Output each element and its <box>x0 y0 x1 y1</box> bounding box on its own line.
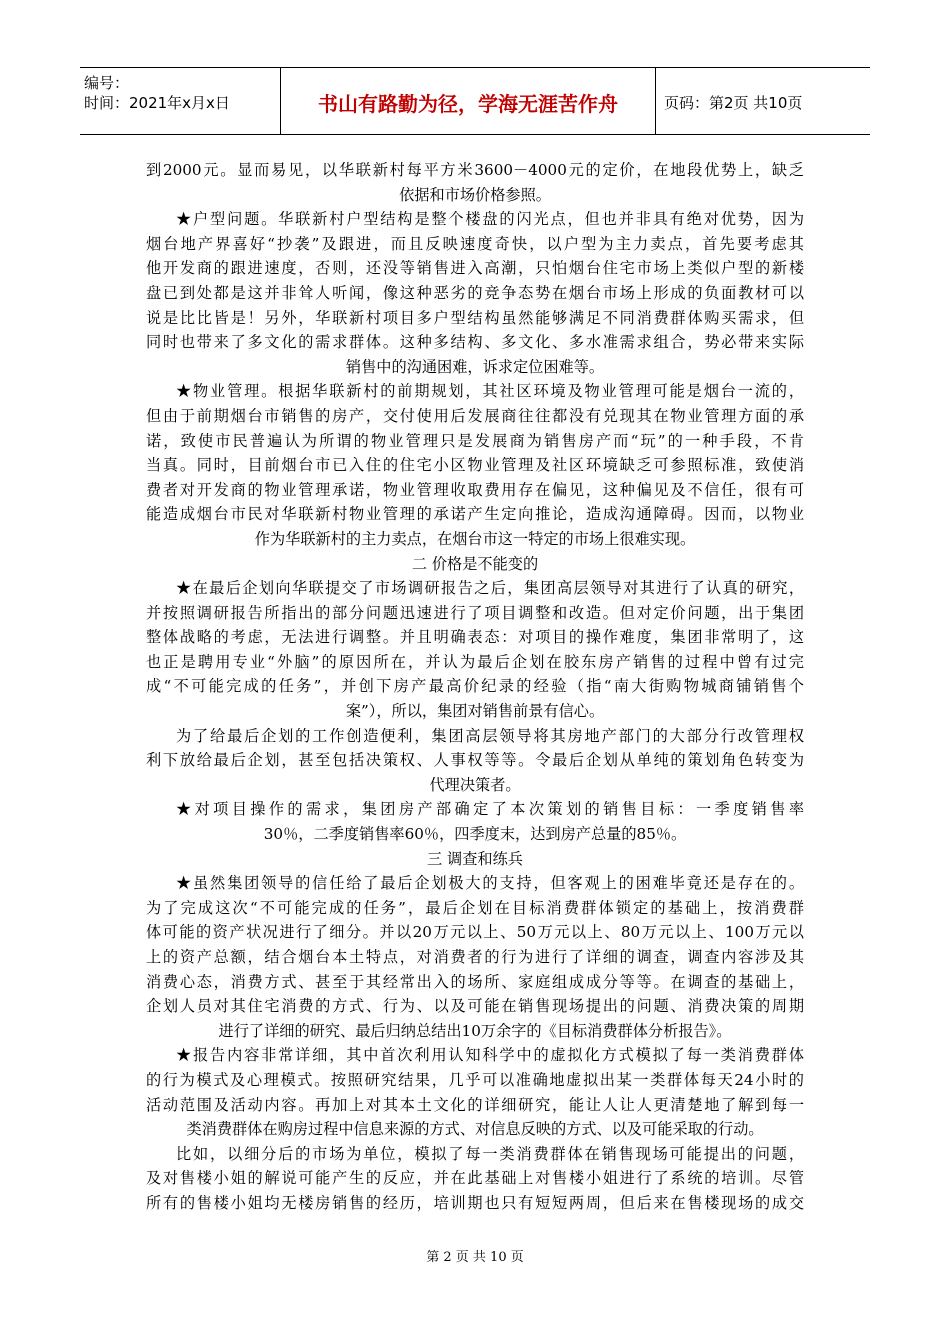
text-line: 所有的售楼小姐均无楼房销售的经历，培训期也只有短短两周，但后来在售楼现场的成交 <box>146 1193 804 1212</box>
text-line: 费者对开发商的物业管理承诺，物业管理收取费用存在偏见，这种偏见及不信任，很有可 <box>146 480 804 499</box>
text-line: ★户型问题。华联新村户型结构是整个楼盘的闪光点，但也并非具有绝对优势，因为 <box>176 210 804 229</box>
text-line: 体可能的资产状况进行了细分。并以20万元以上、50万元以上、80万元以上、100万元以 <box>146 923 804 942</box>
text-line: ★在最后企划向华联提交了市场调研报告之后，集团高层领导对其进行了认真的研究， <box>176 579 804 598</box>
text-line: 为了完成这次“不可能完成的任务”，最后企划在目标消费群体锁定的基础上，按消费群 <box>146 898 804 917</box>
text-line: 销售中的沟通困难，诉求定位困难等。 <box>345 357 605 376</box>
text-line: 消费心态，消费方式、甚至于其经常出入的场所、家庭组成成分等等。在调查的基础上， <box>146 972 804 991</box>
header-motto-cell <box>281 68 656 134</box>
text-line: 比如，以细分后的市场为单位，模拟了每一类消费群体在销售现场可能提出的问题， <box>176 1144 804 1163</box>
text-line: 为了给最后企划的工作创造便利，集团高层领导将其房地产部门的大部分行改管理权 <box>176 726 804 745</box>
text-line: 利下放给最后企划，甚至包括决策权、人事权等等。令最后企划从单纯的策划角色转变为 <box>146 751 804 770</box>
text-line: 也正是聘用专业“外脑”的原因所在，并认为最后企划在胶东房产销售的过程中曾有过完 <box>146 652 804 671</box>
text-line: 进行了详细的研究、最后归纳总结出10万余字的《目标消费群体分析报告》。 <box>218 1021 732 1040</box>
text-line: 烟台地产界喜好“抄袭”及跟进，而且反映速度奇快，以户型为主力卖点，首先要考虑其 <box>146 234 804 253</box>
text-line: 上的资产总额，结合烟台本土特点，对消费者的行为进行了详细的调查，调查内容涉及其 <box>146 948 804 966</box>
section-heading: 二 价格是不能变的 <box>411 554 539 573</box>
text-line: 但由于前期烟台市销售的房产，交付使用后发展商往往都没有兑现其在物业管理方面的承 <box>146 406 804 425</box>
text-line: ★对项目操作的需求，集团房产部确定了本次策划的销售目标：一季度销售率 <box>176 800 804 819</box>
text-line: 作为华联新村的主力卖点，在烟台市这一特定的市场上很难实现。 <box>254 529 696 548</box>
text-line: 诺，致使市民普遍认为所谓的物业管理只是发展商为销售房产而“玩”的一种手段，不肯 <box>146 431 804 450</box>
text-line: 他开发商的跟进速度，否则，还没等销售进入高潮，只怕烟台住宅市场上类似户型的新楼 <box>146 259 804 278</box>
text-line: ★虽然集团领导的信任给了最后企划极大的支持，但客观上的困难毕竟还是存在的。 <box>176 874 804 893</box>
text-line: 企划人员对其住宅消费的方式、行为、以及可能在销售现场提出的问题、消费决策的周期 <box>146 997 804 1016</box>
date-label: 时间：2021年x月x日 <box>84 94 230 112</box>
page-number-label: 页码：第2页 共10页 <box>664 94 803 112</box>
text-line: 类消费群体在购房过程中信息来源的方式、对信息反映的方式、以及可能采取的行动。 <box>186 1120 764 1139</box>
text-line: 案”），所以，集团对销售前景有信心。 <box>345 702 605 721</box>
text-line: 能造成烟台市民对华联新村物业管理的承诺产生定向推论，造成沟通障碍。因而，以物业 <box>146 505 804 524</box>
text-line: 并按照调研报告所指出的部分问题迅速进行了项目调整和改造。但对定价问题，出于集团 <box>146 603 804 622</box>
text-line: 到2000元。显而易见，以华联新村每平方米3600－4000元的定价，在地段优势上，缺乏 <box>146 161 804 179</box>
text-line: ★报告内容非常详细，其中首次利用认知科学中的虚拟化方式模拟了每一类消费群体 <box>176 1046 804 1065</box>
motto: 书山有路勤为径，学海无涯苦作舟 <box>318 92 618 116</box>
text-line: 30％，二季度销售率60％，四季度末，达到房产总量的85％。 <box>263 825 687 844</box>
text-line: 说是比比皆是！另外，华联新村项目多户型结构虽然能够满足不同消费群体购买需求，但 <box>146 308 804 327</box>
text-line: 代理决策者。 <box>429 775 521 794</box>
page-header <box>80 67 870 135</box>
section-heading: 三 调查和练兵 <box>427 849 523 868</box>
text-line: 的行为模式及心理模式。按照研究结果，几乎可以准确地虚拟出某一类群体每天24小时的 <box>146 1070 804 1089</box>
number-label: 编号： <box>84 74 130 92</box>
header-info-cell <box>80 68 281 134</box>
text-line: 成“不可能完成的任务”，并创下房产最高价纪录的经验（指“南大街购物城商铺销售个 <box>146 677 804 696</box>
text-line: 活动范围及活动内容。再加上对其本土文化的详细研究，能让人让人更清楚地了解到每一 <box>146 1095 804 1114</box>
text-line: 整体战略的考虑，无法进行调整。并且明确表态：对项目的操作难度，集团非常明了，这 <box>146 628 804 647</box>
text-line: ★物业管理。根据华联新村的前期规划，其社区环境及物业管理可能是烟台一流的， <box>176 382 804 401</box>
text-line: 依据和市场价格参照。 <box>399 185 551 204</box>
document-body <box>146 158 804 1216</box>
text-line: 同时也带来了多文化的需求群体。这种多结构、多文化、多水准需求组合，势必带来实际 <box>146 333 804 352</box>
text-line: 盘已到处都是这并非耸人听闻，像这种恶劣的竞争态势在烟台市场上形成的负面教材可以 <box>146 283 804 302</box>
page-footer: 第 2 页 共 10 页 <box>426 1250 524 1265</box>
text-line: 及对售楼小姐的解说可能产生的反应，并在此基础上对售楼小姐进行了系统的培训。尽管 <box>146 1169 804 1188</box>
text-line: 当真。同时，目前烟台市已入住的住宅小区物业管理及社区环境缺乏可参照标准，致使消 <box>146 456 804 475</box>
header-page-cell <box>656 68 870 134</box>
